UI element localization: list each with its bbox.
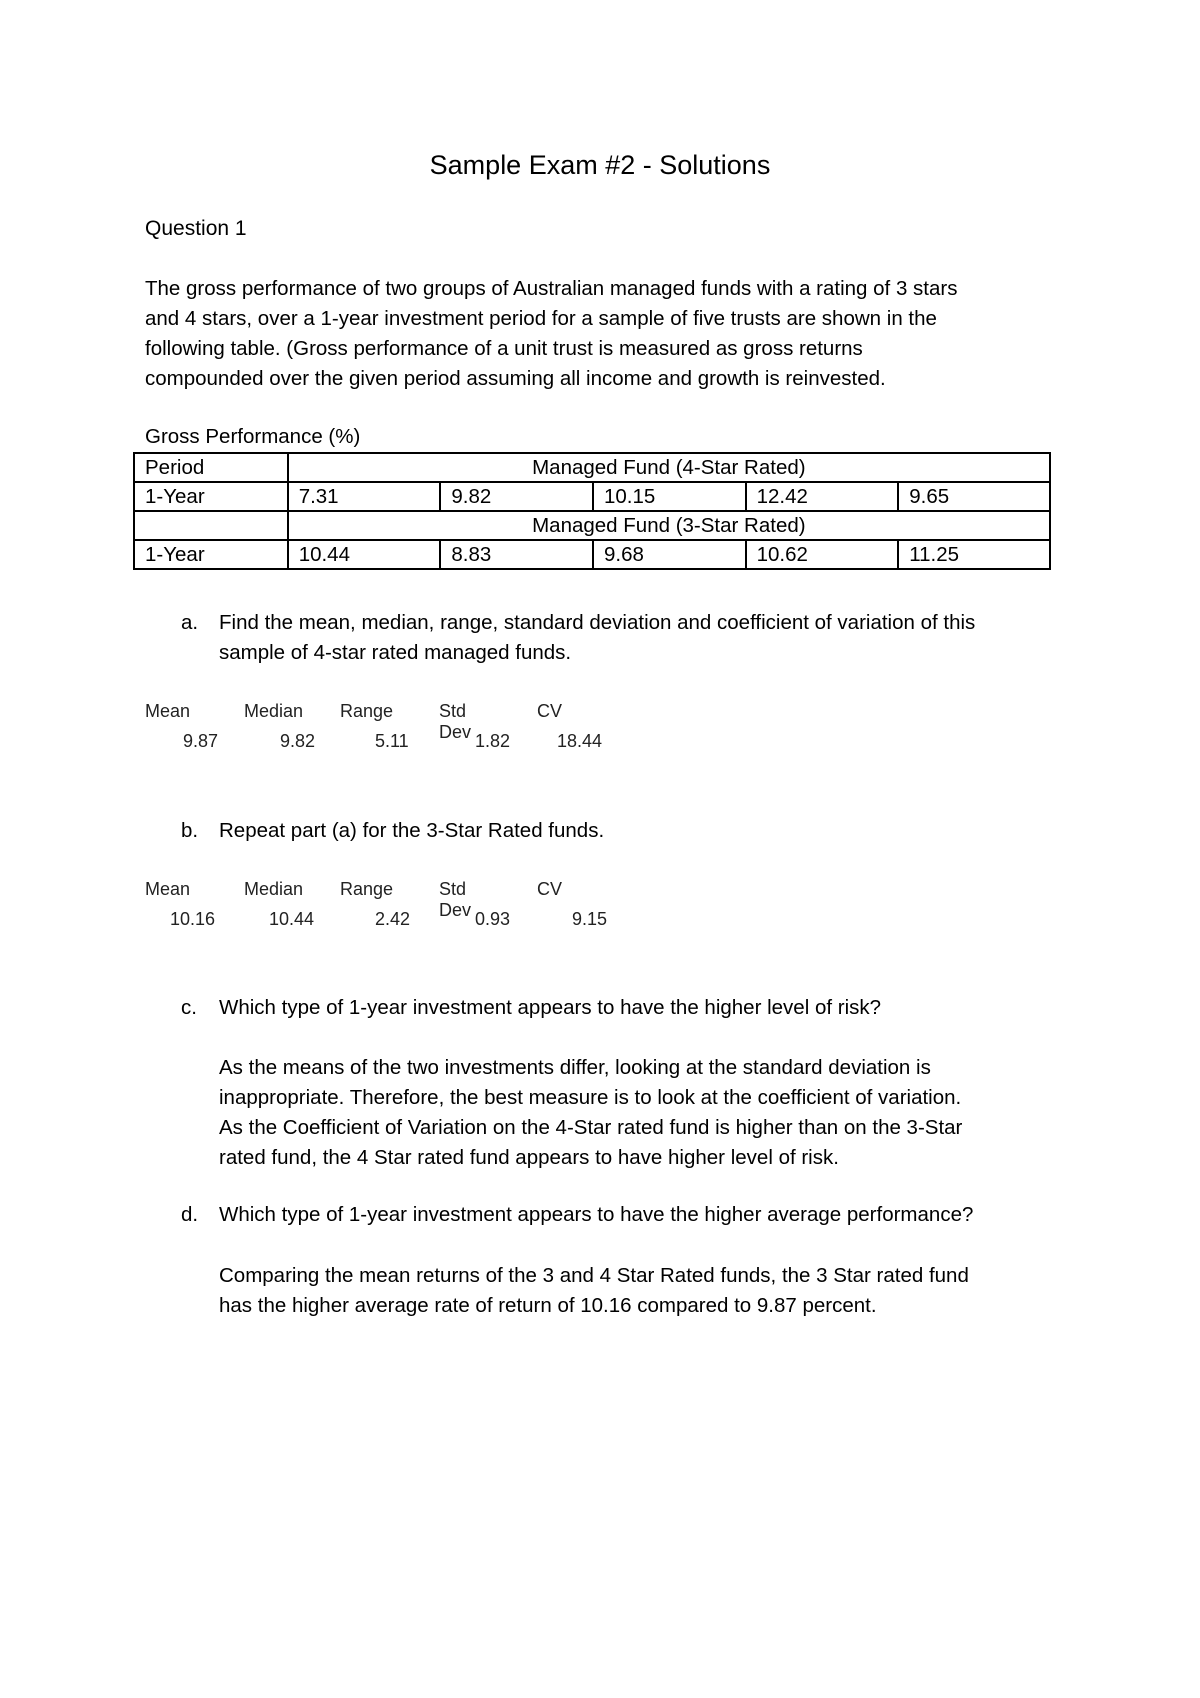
stat-header: Mean bbox=[145, 879, 191, 899]
answer-paragraph bbox=[219, 1053, 1079, 1173]
table-header-row bbox=[134, 511, 1050, 540]
table-cell: 10.15 bbox=[593, 482, 746, 511]
answer-line: inappropriate. Therefore, the best measure is to look at the coefficient of variation. bbox=[219, 1086, 962, 1109]
period-header: Period bbox=[134, 453, 288, 482]
stat-header: CV bbox=[537, 701, 563, 721]
question-heading: Question 1 bbox=[145, 217, 247, 240]
intro-line: compounded over the given period assuming all income and growth is reinvested. bbox=[145, 367, 886, 390]
stat-header: Median bbox=[244, 879, 304, 899]
part-question bbox=[219, 1200, 1079, 1230]
stat-header: Std Dev bbox=[439, 879, 472, 920]
part-question bbox=[219, 993, 1079, 1023]
table-caption: Gross Performance (%) bbox=[145, 425, 361, 448]
question-line: Which type of 1-year investment appears to have the higher average performance? bbox=[219, 1203, 974, 1226]
row-label: 1-Year bbox=[134, 540, 288, 569]
stat-header: Median bbox=[244, 701, 304, 721]
intro-line: and 4 stars, over a 1-year investment period for a sample of five trusts are shown in the bbox=[145, 307, 937, 330]
part-question bbox=[219, 608, 1079, 668]
stat-value: 9.15 bbox=[572, 909, 608, 929]
table-row-4star bbox=[134, 482, 1050, 511]
part-letter: d. bbox=[181, 1203, 199, 1226]
answer-line: As the means of the two investments differ, looking at the standard deviation is bbox=[219, 1056, 931, 1079]
table-cell: 11.25 bbox=[898, 540, 1050, 569]
answer-line: As the Coefficient of Variation on the 4-Star rated fund is higher than on the 3-Star bbox=[219, 1116, 963, 1139]
stat-value: 10.16 bbox=[170, 909, 216, 929]
question-line: Repeat part (a) for the 3-Star Rated funds. bbox=[219, 819, 605, 842]
table-cell: 9.82 bbox=[440, 482, 593, 511]
group-4star-header: Managed Fund (4-Star Rated) bbox=[288, 453, 1050, 482]
stat-value: 0.93 bbox=[475, 909, 511, 929]
table-cell: 7.31 bbox=[288, 482, 441, 511]
table-cell: 10.62 bbox=[746, 540, 899, 569]
stat-header: Range bbox=[340, 879, 394, 899]
part-letter: c. bbox=[181, 996, 197, 1019]
stat-value: 5.11 bbox=[375, 731, 409, 751]
table-row-3star bbox=[134, 540, 1050, 569]
group-3star-header: Managed Fund (3-Star Rated) bbox=[288, 511, 1050, 540]
question-line: Which type of 1-year investment appears to have the higher level of risk? bbox=[219, 996, 882, 1019]
page-title: Sample Exam #2 - Solutions bbox=[429, 150, 771, 180]
stat-header: CV bbox=[537, 879, 563, 899]
answer-line: Comparing the mean returns of the 3 and 4 Star Rated funds, the 3 Star rated fund bbox=[219, 1264, 969, 1287]
intro-paragraph bbox=[145, 274, 1065, 394]
answer-paragraph bbox=[219, 1261, 1079, 1321]
stat-header: Mean bbox=[145, 701, 191, 721]
stat-value: 9.82 bbox=[280, 731, 316, 751]
table-cell: 8.83 bbox=[440, 540, 593, 569]
stat-header: Std Dev bbox=[439, 701, 472, 742]
gross-performance-table bbox=[133, 452, 1051, 570]
answer-line: has the higher average rate of return of 10.16 compared to 9.87 percent. bbox=[219, 1294, 877, 1317]
part-letter: b. bbox=[181, 819, 199, 842]
table-cell: 12.42 bbox=[746, 482, 899, 511]
table-cell: 9.68 bbox=[593, 540, 746, 569]
stat-value: 18.44 bbox=[557, 731, 603, 751]
table-cell: 10.44 bbox=[288, 540, 441, 569]
stat-value: 9.87 bbox=[183, 731, 219, 751]
part-question bbox=[219, 816, 1079, 846]
empty-cell bbox=[134, 511, 288, 540]
answer-line: rated fund, the 4 Star rated fund appears to have higher level of risk. bbox=[219, 1146, 839, 1169]
table-header-row bbox=[134, 453, 1050, 482]
question-line: sample of 4-star rated managed funds. bbox=[219, 641, 572, 664]
stat-value: 10.44 bbox=[269, 909, 315, 929]
stat-header: Range bbox=[340, 701, 394, 721]
intro-line: following table. (Gross performance of a unit trust is measured as gross returns bbox=[145, 337, 863, 360]
stat-value: 1.82 bbox=[475, 731, 511, 751]
part-letter: a. bbox=[181, 611, 199, 634]
row-label: 1-Year bbox=[134, 482, 288, 511]
intro-line: The gross performance of two groups of Australian managed funds with a rating of 3 stars bbox=[145, 277, 958, 300]
question-line: Find the mean, median, range, standard deviation and coefficient of variation of this bbox=[219, 611, 976, 634]
table-cell: 9.65 bbox=[898, 482, 1050, 511]
stat-value: 2.42 bbox=[375, 909, 411, 929]
